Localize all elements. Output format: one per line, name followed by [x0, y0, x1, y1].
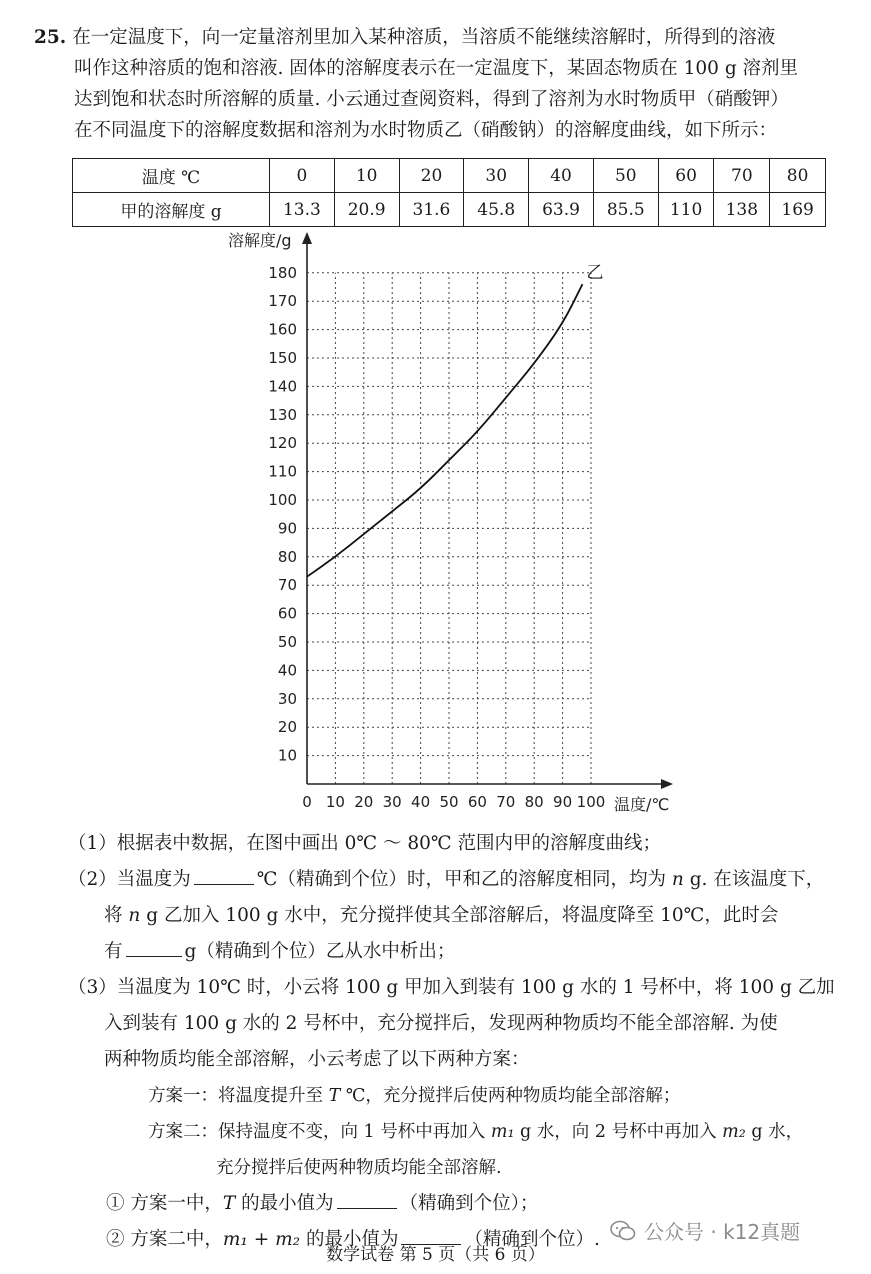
y-tick-label: 140: [268, 377, 297, 396]
y-tick-label: 70: [277, 576, 297, 595]
table-cell: 30: [464, 159, 529, 193]
question-3-line-1: （3）当温度为 10℃ 时，小云将 100 g 甲加入到装有 100 g 水的 1 号杯中，将 100 g 乙加: [68, 977, 835, 998]
chart-grid: [307, 273, 591, 784]
y-axis-label: 溶解度/g: [228, 231, 292, 250]
table-cell: 45.8: [464, 193, 529, 227]
table-cell: 10: [334, 159, 399, 193]
y-tick-label: 40: [277, 661, 297, 680]
x-tick-label: 100: [576, 793, 606, 811]
table-row-header: 温度 ℃: [73, 159, 270, 193]
x-tick-label: 40: [411, 793, 431, 811]
solubility-chart: [218, 228, 678, 820]
plan-2-line-2: 充分搅拌后使两种物质均能全部溶解.: [216, 1158, 502, 1178]
table-cell: 80: [770, 159, 826, 193]
watermark-text: 公众号 · k12真题: [644, 1220, 801, 1244]
question-3-line-2: 入到装有 100 g 水的 2 号杯中，充分搅拌后，发现两种物质均不能全部溶解. 为使: [104, 1013, 778, 1034]
table-cell: 85.5: [593, 193, 658, 227]
x-tick-label: 0: [302, 793, 312, 811]
x-tick-label: 50: [439, 793, 459, 811]
y-tick-label: 80: [277, 547, 297, 566]
x-tick-label: 20: [354, 793, 374, 811]
y-tick-label: 20: [277, 718, 297, 737]
question-2-line-1: （2）当温度为 ℃（精确到个位）时，甲和乙的溶解度相同，均为 n g. 在该温度下，: [68, 862, 848, 898]
answer-blank-t-min[interactable]: [337, 1190, 397, 1209]
series-line-yi: [307, 284, 582, 577]
y-tick-label: 110: [268, 462, 297, 481]
x-tick-label: 60: [467, 793, 487, 811]
y-tick-label: 170: [268, 292, 297, 311]
table-cell: 31.6: [399, 193, 464, 227]
chart-ticks: [268, 264, 605, 811]
table-cell: 20: [399, 159, 464, 193]
page-footer: 数学试卷 第 5 页（共 6 页）: [326, 1245, 545, 1265]
y-axis-arrow: [302, 232, 312, 244]
table-cell: 20.9: [334, 193, 399, 227]
series-label: 乙: [586, 263, 604, 284]
chart-svg: [218, 228, 678, 820]
y-tick-label: 180: [268, 263, 297, 282]
x-tick-label: 90: [553, 793, 573, 811]
x-tick-label: 30: [382, 793, 402, 811]
y-tick-label: 130: [268, 405, 297, 424]
table-cell: 0: [270, 159, 335, 193]
table-cell: 60: [658, 159, 714, 193]
sub-question-1: ① 方案一中，T 的最小值为 （精确到个位）；: [68, 1186, 848, 1222]
question-1: （1）根据表中数据，在图中画出 0℃ ～ 80℃ 范围内甲的溶解度曲线；: [68, 833, 661, 854]
plan-1: 方案一：将温度提升至 T ℃，充分搅拌后使两种物质均能全部溶解；: [148, 1086, 681, 1106]
problem-number: 25.: [34, 27, 67, 48]
y-tick-label: 160: [268, 320, 297, 339]
y-tick-label: 50: [277, 633, 297, 651]
table-row-temperature: [73, 159, 826, 193]
x-tick-label: 80: [524, 793, 544, 811]
x-tick-label: 10: [325, 793, 345, 811]
x-axis-label: 温度/℃: [614, 795, 670, 814]
table-cell: 70: [714, 159, 770, 193]
table-cell: 110: [658, 193, 714, 227]
problem-intro: [34, 22, 834, 146]
y-tick-label: 150: [268, 349, 297, 367]
question-3-line-3: 两种物质均能全部溶解，小云考虑了以下两种方案：: [104, 1049, 530, 1070]
chart-series: [307, 263, 603, 577]
solubility-table: [72, 158, 826, 227]
intro-line-4: 在不同温度下的溶解度数据和溶剂为水时物质乙（硝酸钠）的溶解度曲线，如下所示：: [74, 120, 778, 141]
question-2-line-2: 将 n g 乙加入 100 g 水中，充分搅拌使其全部溶解后，将温度降至 10℃，此时会: [104, 905, 779, 926]
wechat-icon: [610, 1220, 636, 1242]
sub-question-2: ② 方案二中，m₁ + m₂ 的最小值为 （精确到个位）.: [68, 1222, 848, 1258]
y-tick-label: 120: [268, 434, 297, 453]
answer-blank-temperature[interactable]: [194, 866, 254, 885]
table-cell: 13.3: [270, 193, 335, 227]
y-tick-label: 60: [277, 604, 297, 623]
y-tick-label: 90: [277, 519, 297, 538]
question-block: [68, 826, 848, 1258]
y-tick-label: 30: [277, 689, 297, 708]
table-cell: 169: [770, 193, 826, 227]
table-row-solubility: [73, 193, 826, 227]
x-tick-label: 70: [496, 793, 516, 811]
table-cell: 50: [593, 159, 658, 193]
table-cell: 63.9: [529, 193, 594, 227]
intro-line-1: 25. 在一定温度下，向一定量溶剂里加入某种溶质，当溶质不能继续溶解时，所得到的溶液: [34, 27, 776, 48]
table-cell: 138: [714, 193, 770, 227]
table-row-header: 甲的溶解度 g: [73, 193, 270, 227]
y-tick-label: 10: [277, 746, 297, 765]
x-axis-arrow: [661, 779, 673, 789]
question-2-line-3: 有 g（精确到个位）乙从水中析出；: [68, 934, 848, 970]
intro-line-2: 叫作这种溶质的饱和溶液. 固体的溶解度表示在一定温度下，某固态物质在 100 g 溶剂里: [74, 58, 799, 79]
plan-2-line-1: 方案二：保持温度不变，向 1 号杯中再加入 m₁ g 水，向 2 号杯中再加入 m₂ g 水，: [148, 1122, 804, 1142]
y-tick-label: 100: [268, 491, 297, 509]
intro-line-3: 达到饱和状态时所溶解的质量. 小云通过查阅资料，得到了溶剂为水时物质甲（硝酸钾）: [74, 89, 789, 110]
answer-blank-precipitate[interactable]: [126, 938, 182, 957]
table-cell: 40: [529, 159, 594, 193]
